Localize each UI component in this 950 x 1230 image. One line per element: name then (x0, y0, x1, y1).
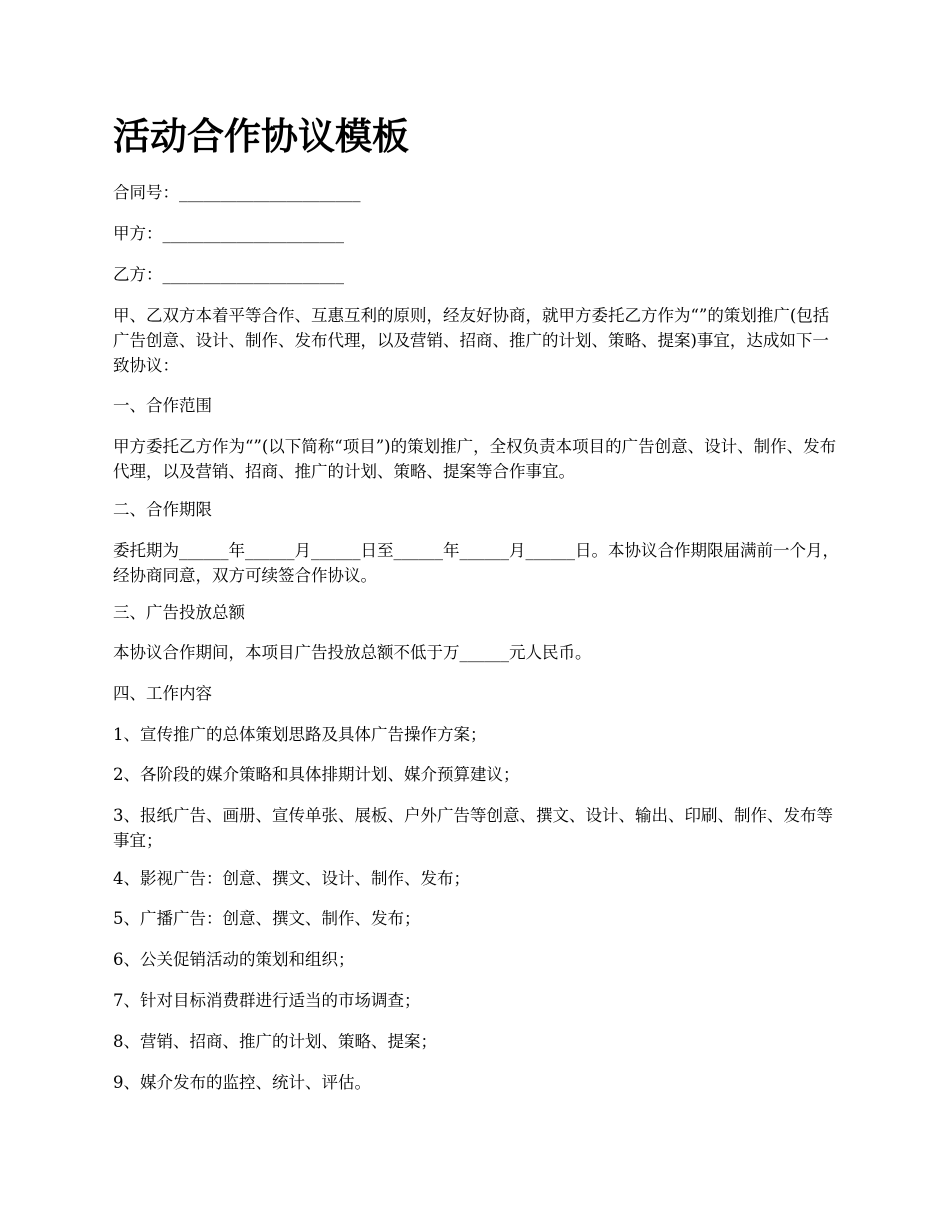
party-b-field: 乙方：______________________ (113, 265, 344, 284)
work-item: 1、宣传推广的总体策划思路及具体广告操作方案； (113, 725, 487, 744)
work-item: 4、影视广告：创意、撰文、设计、制作、发布； (113, 869, 470, 888)
section-heading-scope: 一、合作范围 (113, 396, 212, 415)
work-item: 8、营销、招商、推广的计划、策略、提案； (113, 1032, 437, 1051)
section-heading-work: 四、工作内容 (113, 684, 212, 703)
work-item: 2、各阶段的媒介策略和具体排期计划、媒介预算建议； (113, 765, 520, 784)
work-item: 3、报纸广告、画册、宣传单张、展板、户外广告等创意、撰文、设计、输出、印刷、制作、发布等事宜； (113, 806, 833, 850)
contract-number-field: 合同号：______________________ (113, 183, 361, 202)
section-body-budget: 本协议合作期间，本项目广告投放总额不低于万______元人民币。 (113, 643, 592, 662)
work-item: 6、公关促销活动的策划和组织； (113, 950, 355, 969)
work-item: 7、针对目标消费群进行适当的市场调查； (113, 991, 421, 1010)
section-heading-term: 二、合作期限 (113, 500, 212, 519)
work-item: 9、媒介发布的监控、统计、评估。 (113, 1073, 371, 1092)
document-title: 活动合作协议模板 (113, 115, 409, 158)
section-body-scope: 甲方委托乙方作为“”(以下简称“项目”)的策划推广，全权负责本项目的广告创意、设计、制作、发布代理，以及营销、招商、推广的计划、策略、提案等合作事宜。 (113, 437, 837, 481)
section-body-term: 委托期为______年______月______日至______年______月______日。本协议合作期限届满前一个月，经协商同意，双方可续签合作协议。 (113, 541, 839, 585)
section-heading-budget: 三、广告投放总额 (113, 603, 245, 622)
party-a-field: 甲方：______________________ (113, 224, 344, 243)
work-item: 5、广播广告：创意、撰文、制作、发布； (113, 909, 421, 928)
preamble-paragraph: 甲、乙双方本着平等合作、互惠互利的原则，经友好协商，就甲方委托乙方作为“”的策划推广(包括广告创意、设计、制作、发布代理，以及营销、招商、推广的计划、策略、提案)事宜，达成如下一致协议： (113, 306, 830, 375)
